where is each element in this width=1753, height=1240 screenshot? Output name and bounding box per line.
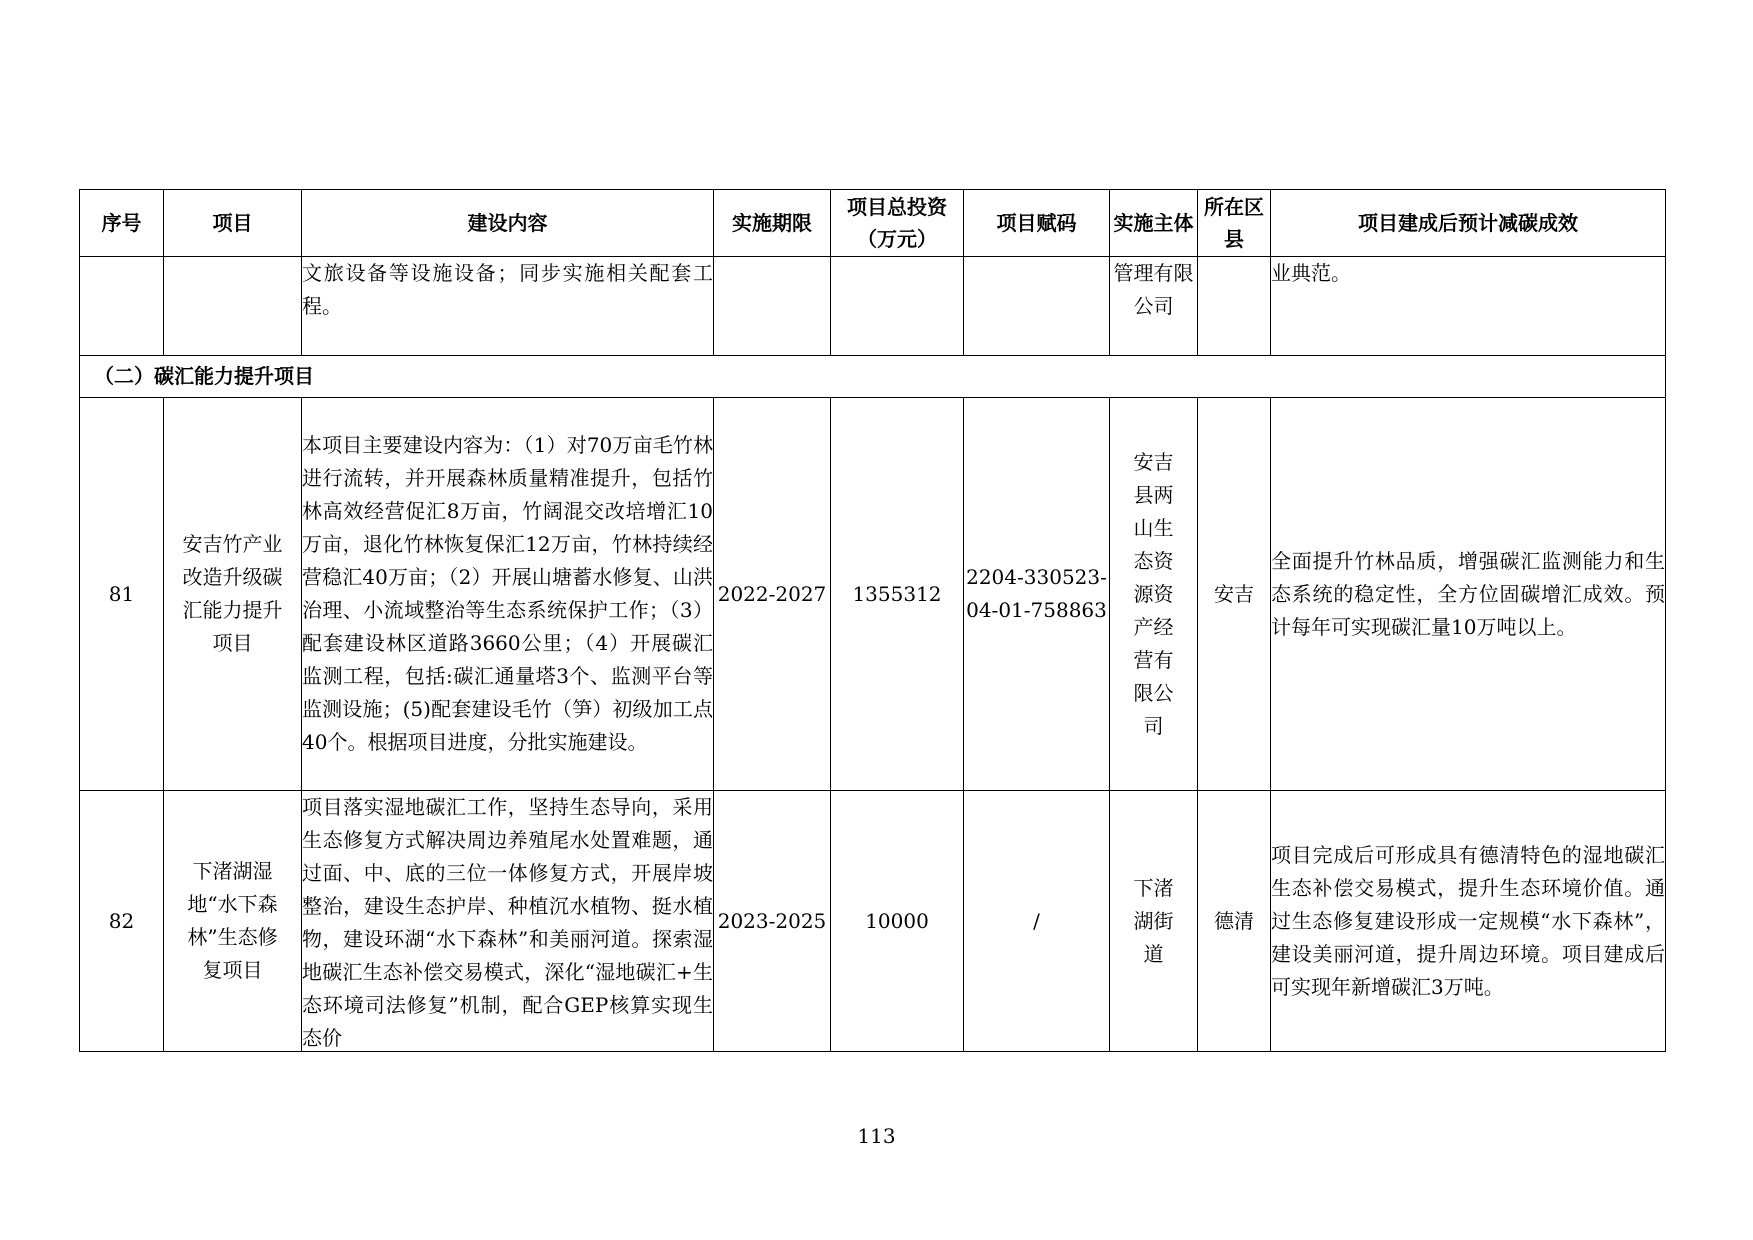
section-title: （二）碳汇能力提升项目 — [80, 356, 1666, 398]
row-effect: 全面提升竹林品质，增强碳汇监测能力和生态系统的稳定性，全方位固碳增汇成效。预计每年可实现碳汇量10万吨以上。 — [1271, 398, 1666, 791]
row-effect: 项目完成后可形成具有德清特色的湿地碳汇生态补偿交易模式，提升生态环境价值。通过生态修复建设形成一定规模“水下森林”，建设美丽河道，提升周边环境。项目建成后可实现年新增碳汇3万吨。 — [1271, 791, 1666, 1052]
cont-district — [1198, 257, 1271, 356]
row-district: 德清 — [1198, 791, 1271, 1052]
row-investment: 10000 — [831, 791, 964, 1052]
header-entity: 实施主体 — [1110, 190, 1198, 257]
cont-effect: 业典范。 — [1271, 257, 1666, 356]
header-project: 项目 — [164, 190, 302, 257]
row-period: 2023-2025 — [714, 791, 831, 1052]
header-investment: 项目总投资（万元） — [831, 190, 964, 257]
cont-period — [714, 257, 831, 356]
table-row — [80, 398, 1666, 791]
row-no: 81 — [80, 398, 164, 791]
cont-entity: 管理有限公司 — [1110, 257, 1198, 356]
cont-content: 文旅设备等设施设备；同步实施相关配套工程。 — [302, 257, 714, 356]
row-content-text: 项目落实湿地碳汇工作，坚持生态导向，采用生态修复方式解决周边养殖尾水处置难题，通过面、中、底的三位一体修复方式，开展岸坡整治，建设生态护岸、种植沉水植物、挺水植物，建设环湖“水下森林”和美丽河道。探索湿地碳汇生态补偿交易模式，深化“湿地碳汇+生态环境司法修复”机制，配合GEP核算实现生态价 — [302, 795, 713, 1049]
header-district: 所在区县 — [1198, 190, 1271, 257]
row-period: 2022-2027 — [714, 398, 831, 791]
row-project: 安吉竹产业改造升级碳汇能力提升项目 — [164, 398, 302, 791]
row-project: 下渚湖湿地“水下森林”生态修复项目 — [164, 791, 302, 1052]
continuation-row — [80, 257, 1666, 356]
cont-no — [80, 257, 164, 356]
row-district: 安吉 — [1198, 398, 1271, 791]
header-period: 实施期限 — [714, 190, 831, 257]
row-entity: 下渚湖街道 — [1110, 791, 1198, 1052]
row-investment: 1355312 — [831, 398, 964, 791]
cont-code — [964, 257, 1110, 356]
row-entity: 安吉县两山生态资源资产经营有限公司 — [1110, 398, 1198, 791]
cont-project — [164, 257, 302, 356]
row-code: / — [964, 791, 1110, 1052]
section-row — [80, 356, 1666, 398]
row-content — [302, 791, 714, 1052]
header-no: 序号 — [80, 190, 164, 257]
table-row — [80, 791, 1666, 1052]
row-code: 2204-330523-04-01-758863 — [964, 398, 1110, 791]
cont-investment — [831, 257, 964, 356]
header-code: 项目赋码 — [964, 190, 1110, 257]
header-content: 建设内容 — [302, 190, 714, 257]
page-number: 113 — [857, 1124, 896, 1148]
header-effect: 项目建成后预计减碳成效 — [1271, 190, 1666, 257]
row-no: 82 — [80, 791, 164, 1052]
projects-table — [79, 189, 1666, 1052]
header-row — [80, 190, 1666, 257]
row-content: 本项目主要建设内容为：（1）对70万亩毛竹林进行流转，并开展森林质量精准提升，包括竹林高效经营促汇8万亩，竹阔混交改培增汇10万亩，退化竹林恢复保汇12万亩，竹林持续经营稳汇40万亩；（2）开展山塘蓄水修复、山洪治理、小流域整治等生态系统保护工作；（3）配套建设林区道路3660公里；（4）开展碳汇监测工程，包括:碳汇通量塔3个、监测平台等监测设施；(5)配套建设毛竹（笋）初级加工点40个。根据项目进度，分批实施建设。 — [302, 398, 714, 791]
